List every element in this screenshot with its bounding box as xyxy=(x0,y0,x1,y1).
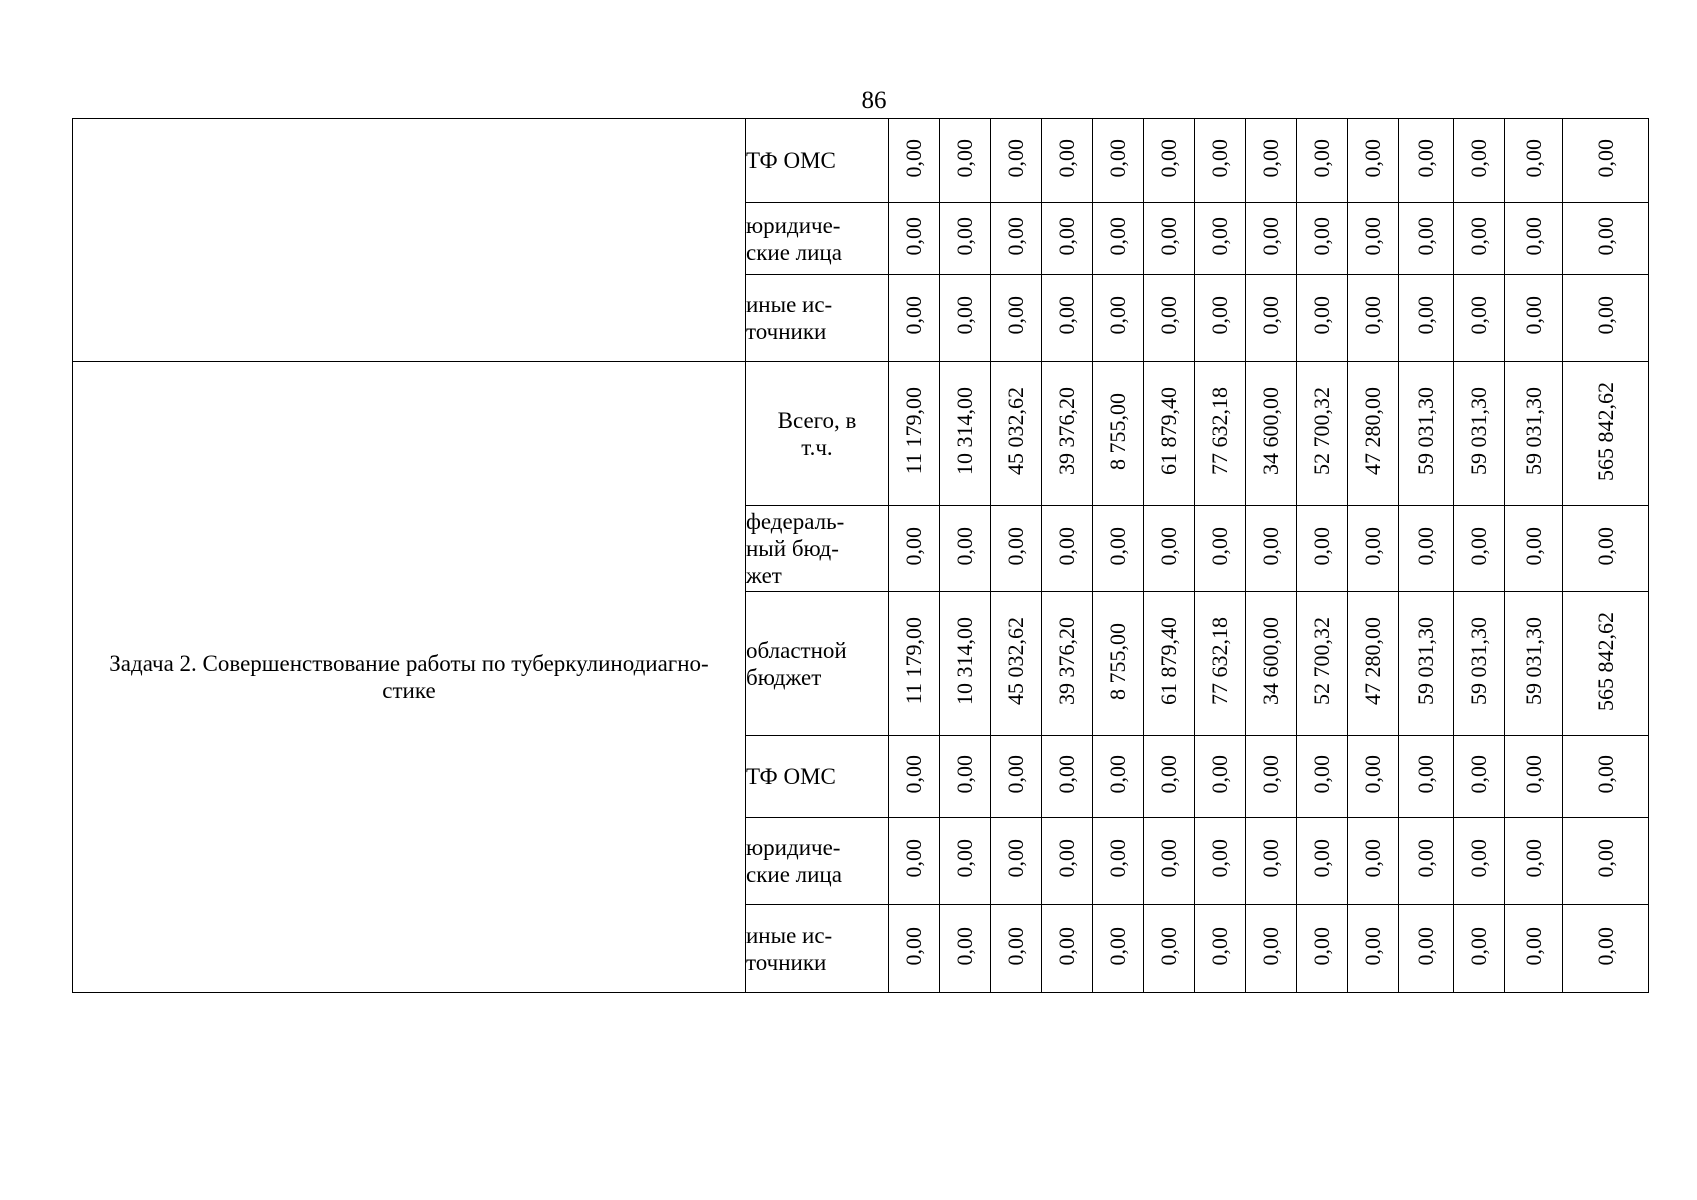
value-cell xyxy=(1144,203,1195,275)
value-cell xyxy=(1454,275,1505,362)
value-text: 0,00 xyxy=(1003,216,1028,256)
value-text: 0,00 xyxy=(1360,216,1385,256)
value-cell xyxy=(889,905,940,993)
value-cell xyxy=(1563,592,1649,736)
value-cell xyxy=(1563,905,1649,993)
value-text: 0,00 xyxy=(1258,138,1283,178)
value-cell xyxy=(1399,203,1454,275)
value-text: 0,00 xyxy=(901,138,926,178)
value-text: 0,00 xyxy=(1360,526,1385,566)
value-text: 0,00 xyxy=(1520,296,1546,335)
value-cell xyxy=(889,362,940,506)
value-cell xyxy=(1093,905,1144,993)
value-cell xyxy=(889,275,940,362)
value-cell xyxy=(889,506,940,592)
value-cell xyxy=(1297,362,1348,506)
value-text: 0,00 xyxy=(1309,926,1334,966)
value-cell xyxy=(1042,905,1093,993)
value-cell xyxy=(1563,818,1649,905)
value-cell xyxy=(1505,736,1563,818)
value-cell xyxy=(1144,506,1195,592)
value-cell xyxy=(1195,736,1246,818)
value-cell xyxy=(889,818,940,905)
value-cell xyxy=(1195,362,1246,506)
value-text: 0,00 xyxy=(1309,216,1334,256)
value-text: 0,00 xyxy=(901,526,926,566)
value-text: 59 031,30 xyxy=(1413,387,1438,475)
value-cell xyxy=(991,362,1042,506)
value-text: 0,00 xyxy=(1466,526,1491,566)
value-text: 11 179,00 xyxy=(901,617,926,705)
value-text: 0,00 xyxy=(1207,216,1232,256)
value-text: 77 632,18 xyxy=(1207,387,1232,475)
value-text: 0,00 xyxy=(1309,138,1334,178)
value-cell xyxy=(1399,119,1454,203)
value-text: 0,00 xyxy=(1520,754,1546,794)
value-cell xyxy=(1563,119,1649,203)
value-text: 0,00 xyxy=(901,839,926,878)
value-cell xyxy=(1563,275,1649,362)
value-text: 0,00 xyxy=(1592,926,1618,966)
value-cell xyxy=(1093,203,1144,275)
value-cell xyxy=(1563,736,1649,818)
value-text: 77 632,18 xyxy=(1207,617,1232,705)
value-cell xyxy=(940,592,991,736)
value-cell xyxy=(1093,818,1144,905)
value-cell xyxy=(1454,905,1505,993)
value-text: 0,00 xyxy=(1156,754,1181,794)
value-text: 0,00 xyxy=(1054,216,1079,256)
value-cell xyxy=(1246,203,1297,275)
value-text: 0,00 xyxy=(1258,839,1283,878)
value-text: 0,00 xyxy=(952,296,977,335)
value-cell xyxy=(1297,275,1348,362)
value-text: 0,00 xyxy=(1156,926,1181,966)
value-text: 0,00 xyxy=(1592,526,1618,566)
value-text: 0,00 xyxy=(1156,296,1181,335)
value-cell xyxy=(1399,905,1454,993)
value-cell xyxy=(1246,592,1297,736)
value-cell xyxy=(1297,592,1348,736)
value-text: 0,00 xyxy=(1156,138,1181,178)
value-text: 8 755,00 xyxy=(1105,622,1130,700)
value-cell xyxy=(1399,818,1454,905)
value-cell xyxy=(991,275,1042,362)
value-cell xyxy=(1093,592,1144,736)
value-cell xyxy=(1246,362,1297,506)
value-text: 0,00 xyxy=(952,926,977,966)
value-text: 0,00 xyxy=(1592,216,1618,256)
value-text: 0,00 xyxy=(1592,138,1618,178)
value-text: 10 314,00 xyxy=(952,387,977,475)
value-text: 0,00 xyxy=(1054,138,1079,178)
value-cell xyxy=(1454,119,1505,203)
value-text: 0,00 xyxy=(1258,526,1283,566)
value-text: 0,00 xyxy=(1413,754,1438,794)
value-cell xyxy=(1297,506,1348,592)
value-text: 0,00 xyxy=(1003,926,1028,966)
value-cell xyxy=(1454,818,1505,905)
value-cell xyxy=(1042,119,1093,203)
value-text: 0,00 xyxy=(1207,926,1232,966)
value-text: 0,00 xyxy=(1466,296,1491,335)
value-text: 0,00 xyxy=(1054,926,1079,966)
value-text: 0,00 xyxy=(1258,296,1283,335)
value-text: 565 842,62 xyxy=(1592,381,1618,481)
value-cell xyxy=(1348,736,1399,818)
value-cell xyxy=(1297,736,1348,818)
value-cell xyxy=(1093,119,1144,203)
value-text: 39 376,20 xyxy=(1054,387,1079,475)
value-text: 0,00 xyxy=(1003,754,1028,794)
value-cell xyxy=(1505,119,1563,203)
value-cell xyxy=(1505,905,1563,993)
value-cell xyxy=(940,818,991,905)
value-text: 45 032,62 xyxy=(1003,387,1028,475)
value-cell xyxy=(991,119,1042,203)
value-cell xyxy=(1297,203,1348,275)
value-cell xyxy=(1144,818,1195,905)
value-text: 0,00 xyxy=(1054,526,1079,566)
value-cell xyxy=(991,506,1042,592)
value-text: 0,00 xyxy=(1054,754,1079,794)
value-text: 0,00 xyxy=(901,754,926,794)
value-cell xyxy=(991,592,1042,736)
value-cell xyxy=(1399,275,1454,362)
value-text: 59 031,30 xyxy=(1466,387,1491,475)
value-cell xyxy=(1297,119,1348,203)
value-text: 0,00 xyxy=(1413,296,1438,335)
funding-source: юридиче- ские лица xyxy=(746,203,889,275)
budget-table xyxy=(72,118,1649,993)
funding-source: областной бюджет xyxy=(746,592,889,736)
value-text: 47 280,00 xyxy=(1360,617,1385,705)
value-text: 0,00 xyxy=(1309,526,1334,566)
value-text: 39 376,20 xyxy=(1054,617,1079,705)
value-cell xyxy=(940,905,991,993)
value-text: 0,00 xyxy=(901,926,926,966)
value-cell xyxy=(889,592,940,736)
value-cell xyxy=(889,119,940,203)
value-cell xyxy=(1563,203,1649,275)
value-cell xyxy=(1144,736,1195,818)
value-cell xyxy=(1348,905,1399,993)
value-text: 0,00 xyxy=(1360,754,1385,794)
value-cell xyxy=(1505,592,1563,736)
value-text: 0,00 xyxy=(1309,296,1334,335)
value-cell xyxy=(1042,736,1093,818)
value-text: 0,00 xyxy=(952,526,977,566)
value-text: 0,00 xyxy=(952,754,977,794)
value-cell xyxy=(889,203,940,275)
value-text: 8 755,00 xyxy=(1105,392,1130,470)
value-text: 0,00 xyxy=(1520,926,1546,966)
value-text: 0,00 xyxy=(1413,216,1438,256)
value-text: 0,00 xyxy=(1466,138,1491,178)
value-cell xyxy=(1348,362,1399,506)
value-text: 47 280,00 xyxy=(1360,387,1385,475)
value-text: 0,00 xyxy=(1520,216,1546,256)
value-cell xyxy=(991,736,1042,818)
value-text: 0,00 xyxy=(1105,839,1130,878)
value-text: 0,00 xyxy=(1258,216,1283,256)
value-cell xyxy=(1195,818,1246,905)
page-number: 86 xyxy=(861,87,887,114)
value-text: 11 179,00 xyxy=(901,387,926,475)
value-cell xyxy=(1454,736,1505,818)
value-cell xyxy=(1042,818,1093,905)
value-text: 565 842,62 xyxy=(1592,611,1618,711)
value-cell xyxy=(1195,506,1246,592)
value-cell xyxy=(1042,275,1093,362)
value-cell xyxy=(1399,736,1454,818)
value-cell xyxy=(1454,592,1505,736)
value-cell xyxy=(1505,362,1563,506)
value-cell xyxy=(991,905,1042,993)
value-cell xyxy=(940,275,991,362)
value-text: 0,00 xyxy=(901,296,926,335)
value-cell xyxy=(1144,362,1195,506)
value-cell xyxy=(1505,275,1563,362)
value-text: 52 700,32 xyxy=(1309,617,1334,705)
value-text: 0,00 xyxy=(1466,216,1491,256)
value-cell xyxy=(1454,506,1505,592)
value-cell xyxy=(1348,818,1399,905)
value-cell xyxy=(1399,592,1454,736)
value-text: 0,00 xyxy=(1105,296,1130,335)
value-text: 0,00 xyxy=(1003,526,1028,566)
value-text: 0,00 xyxy=(1207,138,1232,178)
value-cell xyxy=(1454,362,1505,506)
value-cell xyxy=(1246,506,1297,592)
value-cell xyxy=(940,506,991,592)
value-text: 0,00 xyxy=(1466,754,1491,794)
value-text: 0,00 xyxy=(1105,216,1130,256)
value-text: 61 879,40 xyxy=(1156,387,1181,475)
value-text: 0,00 xyxy=(1413,839,1438,878)
value-cell xyxy=(1195,203,1246,275)
value-text: 0,00 xyxy=(1105,754,1130,794)
value-text: 0,00 xyxy=(1309,839,1334,878)
value-text: 0,00 xyxy=(952,216,977,256)
value-text: 0,00 xyxy=(1003,138,1028,178)
value-cell xyxy=(1195,592,1246,736)
value-text: 34 600,00 xyxy=(1258,617,1283,705)
value-cell xyxy=(1042,362,1093,506)
value-text: 0,00 xyxy=(1156,216,1181,256)
value-cell xyxy=(1505,818,1563,905)
value-cell xyxy=(1246,905,1297,993)
value-text: 0,00 xyxy=(1520,526,1546,566)
task-label-cell xyxy=(73,362,746,993)
value-text: 0,00 xyxy=(1054,296,1079,335)
funding-source: Всего, в т.ч. xyxy=(746,362,889,506)
value-text: 0,00 xyxy=(1207,526,1232,566)
value-text: 0,00 xyxy=(1003,839,1028,878)
value-text: 0,00 xyxy=(1592,839,1618,878)
value-text: 0,00 xyxy=(901,216,926,256)
value-cell xyxy=(1195,119,1246,203)
value-cell xyxy=(1348,203,1399,275)
value-cell xyxy=(1144,592,1195,736)
value-cell xyxy=(1505,203,1563,275)
value-cell xyxy=(1297,905,1348,993)
funding-source: федераль- ный бюд- жет xyxy=(746,506,889,592)
value-cell xyxy=(1093,275,1144,362)
value-text: 0,00 xyxy=(952,138,977,178)
value-text: 0,00 xyxy=(1054,839,1079,878)
value-text: 59 031,30 xyxy=(1413,617,1438,705)
value-cell xyxy=(1563,362,1649,506)
value-text: 0,00 xyxy=(1413,926,1438,966)
task-label: Задача 2. Совершенствование работы по туберкулинодиагно- стике xyxy=(109,651,709,703)
value-cell xyxy=(1399,362,1454,506)
value-text: 0,00 xyxy=(1309,754,1334,794)
task-label-cell xyxy=(73,119,746,362)
value-cell xyxy=(1195,905,1246,993)
value-cell xyxy=(1348,506,1399,592)
value-cell xyxy=(1348,119,1399,203)
value-text: 59 031,30 xyxy=(1466,617,1491,705)
value-cell xyxy=(1246,119,1297,203)
value-cell xyxy=(1348,275,1399,362)
value-text: 45 032,62 xyxy=(1003,617,1028,705)
value-text: 0,00 xyxy=(1156,526,1181,566)
value-cell xyxy=(1246,736,1297,818)
value-text: 0,00 xyxy=(1592,754,1618,794)
value-cell xyxy=(991,203,1042,275)
value-text: 0,00 xyxy=(1003,296,1028,335)
table-row xyxy=(73,119,1649,203)
value-text: 0,00 xyxy=(1360,138,1385,178)
value-text: 0,00 xyxy=(1258,926,1283,966)
value-cell xyxy=(1246,275,1297,362)
value-text: 59 031,30 xyxy=(1520,617,1546,705)
value-text: 34 600,00 xyxy=(1258,387,1283,475)
value-cell xyxy=(1297,818,1348,905)
value-cell xyxy=(1399,506,1454,592)
funding-source: иные ис- точники xyxy=(746,275,889,362)
value-text: 0,00 xyxy=(1520,839,1546,878)
value-text: 0,00 xyxy=(1360,839,1385,878)
value-cell xyxy=(1093,736,1144,818)
value-text: 0,00 xyxy=(1156,839,1181,878)
value-text: 0,00 xyxy=(1207,839,1232,878)
value-cell xyxy=(1505,506,1563,592)
value-cell xyxy=(1042,506,1093,592)
value-text: 0,00 xyxy=(1360,926,1385,966)
value-cell xyxy=(1348,592,1399,736)
funding-source: ТФ ОМС xyxy=(746,119,889,203)
value-cell xyxy=(1563,506,1649,592)
value-text: 0,00 xyxy=(1466,926,1491,966)
value-cell xyxy=(1195,275,1246,362)
value-cell xyxy=(1246,818,1297,905)
value-text: 59 031,30 xyxy=(1520,387,1546,475)
value-text: 0,00 xyxy=(1105,138,1130,178)
value-text: 0,00 xyxy=(1413,526,1438,566)
value-text: 0,00 xyxy=(1413,138,1438,178)
table-row xyxy=(73,362,1649,506)
value-text: 0,00 xyxy=(952,839,977,878)
value-text: 0,00 xyxy=(1207,754,1232,794)
value-text: 52 700,32 xyxy=(1309,387,1334,475)
funding-source: юридиче- ские лица xyxy=(746,818,889,905)
value-cell xyxy=(1454,203,1505,275)
value-cell xyxy=(940,736,991,818)
funding-source: ТФ ОМС xyxy=(746,736,889,818)
value-cell xyxy=(889,736,940,818)
value-text: 0,00 xyxy=(1592,296,1618,335)
value-cell xyxy=(940,119,991,203)
value-text: 0,00 xyxy=(1105,926,1130,966)
value-text: 0,00 xyxy=(1207,296,1232,335)
value-cell xyxy=(1144,905,1195,993)
value-cell xyxy=(991,818,1042,905)
value-text: 10 314,00 xyxy=(952,617,977,705)
value-cell xyxy=(1042,592,1093,736)
value-text: 0,00 xyxy=(1466,839,1491,878)
value-cell xyxy=(1042,203,1093,275)
funding-source: иные ис- точники xyxy=(746,905,889,993)
value-cell xyxy=(940,362,991,506)
value-cell xyxy=(940,203,991,275)
value-cell xyxy=(1144,119,1195,203)
value-cell xyxy=(1144,275,1195,362)
value-text: 0,00 xyxy=(1105,526,1130,566)
value-cell xyxy=(1093,506,1144,592)
value-text: 0,00 xyxy=(1258,754,1283,794)
value-cell xyxy=(1093,362,1144,506)
value-text: 0,00 xyxy=(1520,138,1546,178)
value-text: 0,00 xyxy=(1360,296,1385,335)
value-text: 61 879,40 xyxy=(1156,617,1181,705)
